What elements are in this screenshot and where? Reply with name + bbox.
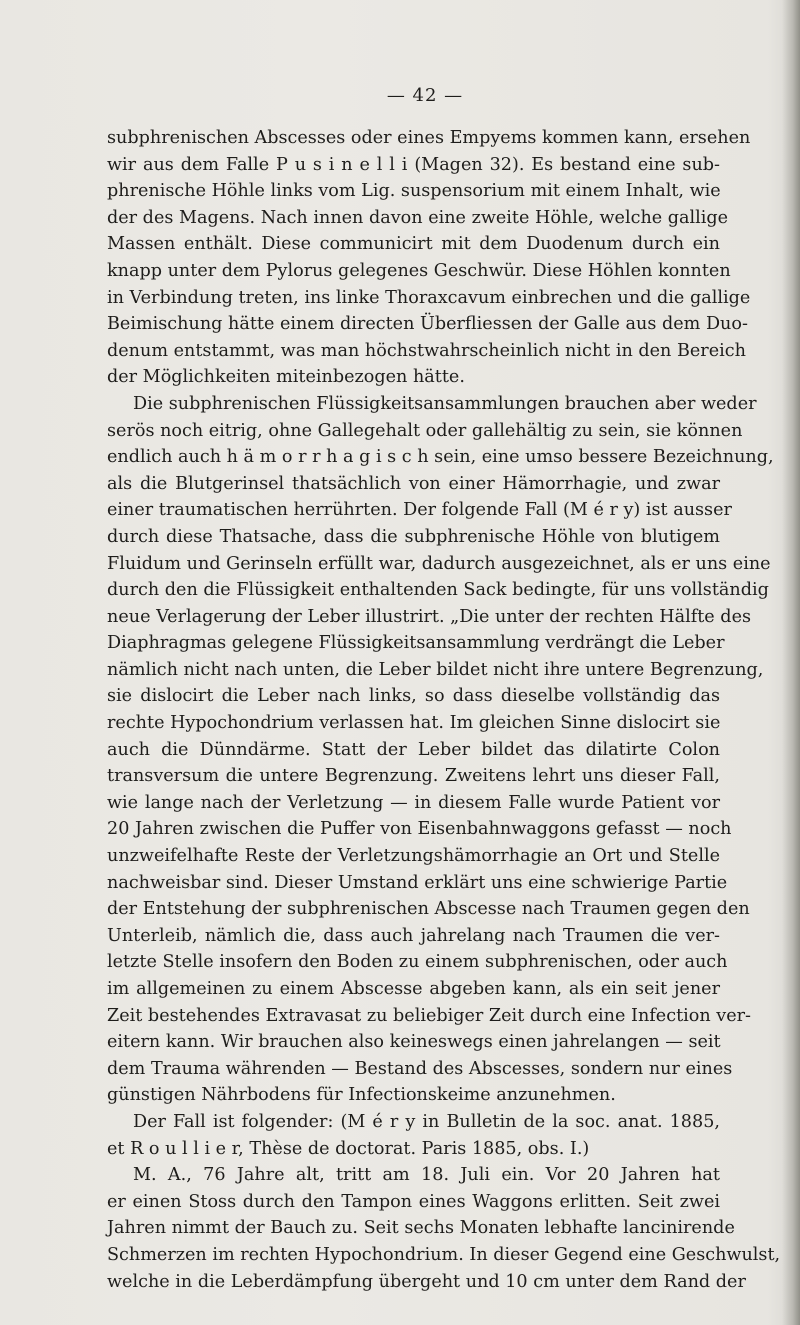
- text-line: er einen Stoss durch den Tampon eines Waggons erlitten. Seit zwei: [107, 1191, 720, 1212]
- text-line: M. A., 76 Jahre alt, tritt am 18. Juli ein. Vor 20 Jahren hat: [133, 1165, 720, 1186]
- text-line: neue Verlagerung der Leber illustrirt. „Die unter der rechten Hälfte des: [107, 606, 752, 627]
- text-line: unzweifelhafte Reste der Verletzungshämorrhagie an Ort und Stelle: [107, 846, 720, 867]
- page-edge-shadow: [782, 0, 800, 1325]
- text-line: dem Trauma währenden — Bestand des Abscesses, sondern nur eines: [107, 1058, 733, 1079]
- page-number: — 42 —: [386, 85, 464, 106]
- text-line: durch diese Thatsache, dass die subphrenische Höhle von blutigem: [107, 526, 720, 547]
- text-line: Beimischung hätte einem directen Überfliessen der Galle aus dem Duo-: [107, 314, 748, 335]
- text-line: durch den die Flüssigkeit enthaltenden Sack bedingte, für uns vollständig: [107, 580, 769, 601]
- text-line: Die subphrenischen Flüssigkeitsansammlungen brauchen aber weder: [133, 393, 757, 414]
- text-line: Massen enthält. Diese communicirt mit dem Duodenum durch ein: [107, 234, 720, 255]
- text-line: rechte Hypochondrium verlassen hat. Im gleichen Sinne dislocirt sie: [107, 713, 721, 734]
- body-text: [107, 125, 781, 1295]
- text-line: eitern kann. Wir brauchen also keineswegs einen jahrelangen — seit: [107, 1032, 721, 1053]
- text-line: 20 Jahren zwischen die Puffer von Eisenbahnwaggons gefasst — noch: [107, 819, 732, 840]
- text-line: welche in die Leberdämpfung übergeht und 10 cm unter dem Rand der: [107, 1271, 746, 1292]
- text-line: Schmerzen im rechten Hypochondrium. In dieser Gegend eine Geschwulst,: [107, 1244, 781, 1265]
- text-line: nämlich nicht nach unten, die Leber bildet nicht ihre untere Begrenzung,: [107, 659, 764, 680]
- text-line: Fluidum und Gerinseln erfüllt war, dadurch ausgezeichnet, als er uns eine: [107, 553, 771, 574]
- text-line: als die Blutgerinsel thatsächlich von einer Hämorrhagie, und zwar: [107, 473, 720, 494]
- text-line: sie dislocirt die Leber nach links, so dass dieselbe vollständig das: [107, 686, 720, 707]
- text-line: et R o u l l i e r, Thèse de doctorat. Paris 1885, obs. I.): [107, 1138, 590, 1159]
- text-line: der Entstehung der subphrenischen Abscesse nach Traumen gegen den: [107, 899, 750, 920]
- text-line: der Möglichkeiten miteinbezogen hätte.: [107, 367, 465, 388]
- text-line: in Verbindung treten, ins linke Thoraxcavum einbrechen und die gallige: [107, 287, 751, 308]
- text-line: Diaphragmas gelegene Flüssigkeitsansammlung verdrängt die Leber: [107, 633, 725, 654]
- text-line: wir aus dem Falle P u s i n e l l i (Magen 32). Es bestand eine sub-: [107, 154, 720, 175]
- text-line: im allgemeinen zu einem Abscesse abgeben kann, als ein seit jener: [107, 979, 720, 999]
- text-line: auch die Dünndärme. Statt der Leber bildet das dilatirte Colon: [107, 739, 720, 760]
- text-line: transversum die untere Begrenzung. Zweitens lehrt uns dieser Fall,: [107, 766, 720, 787]
- text-line: endlich auch h ä m o r r h a g i s c h sein, eine umso bessere Bezeichnung,: [107, 447, 774, 468]
- text-line: günstigen Nährbodens für Infectionskeime anzunehmen.: [107, 1085, 616, 1106]
- text-line: Zeit bestehendes Extravasat zu beliebiger Zeit durch eine Infection ver-: [107, 1005, 751, 1026]
- text-line: serös noch eitrig, ohne Gallegehalt oder gallehältig zu sein, sie können: [107, 420, 743, 441]
- text-line: einer traumatischen herrührten. Der folgende Fall (M é r y) ist ausser: [107, 500, 732, 521]
- text-line: phrenische Höhle links vom Lig. suspensorium mit einem Inhalt, wie: [107, 181, 721, 202]
- text-line: wie lange nach der Verletzung — in diesem Falle wurde Patient vor: [107, 792, 720, 813]
- text-line: letzte Stelle insofern den Boden zu einem subphrenischen, oder auch: [107, 952, 728, 973]
- text-line: subphrenischen Abscesses oder eines Empyems kommen kann, ersehen: [107, 128, 751, 148]
- text-line: Der Fall ist folgender: (M é r y in Bulletin de la soc. anat. 1885,: [133, 1111, 720, 1132]
- text-line: knapp unter dem Pylorus gelegenes Geschwür. Diese Höhlen konnten: [107, 260, 731, 281]
- text-line: nachweisbar sind. Dieser Umstand erklärt uns eine schwierige Partie: [107, 872, 728, 893]
- text-line: denum entstammt, was man höchstwahrscheinlich nicht in den Bereich: [107, 340, 746, 361]
- text-line: der des Magens. Nach innen davon eine zweite Höhle, welche gallige: [107, 207, 729, 228]
- text-line: Unterleib, nämlich die, dass auch jahrelang nach Traumen die ver-: [107, 925, 720, 946]
- text-line: Jahren nimmt der Bauch zu. Seit sechs Monaten lebhafte lancinirende: [107, 1218, 735, 1239]
